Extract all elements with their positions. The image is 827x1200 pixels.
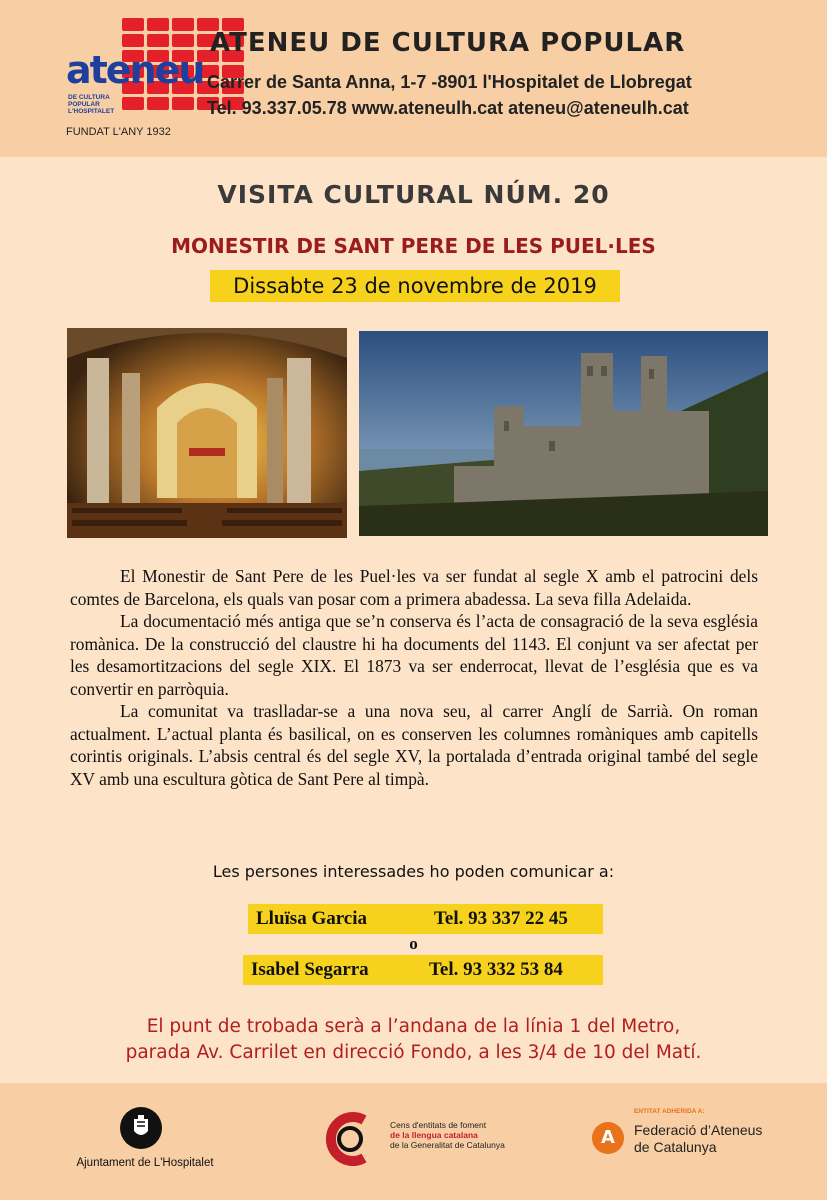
- c-ring-icon: [322, 1110, 384, 1168]
- cens-logo: [320, 1108, 540, 1168]
- org-contact: Tel. 93.337.05.78 www.ateneulh.cat ateneu@ateneulh.cat: [207, 98, 689, 118]
- contact-name: Lluïsa Garcia: [256, 908, 368, 929]
- ajuntament-label: Ajuntament de L'Hospitalet: [76, 1157, 214, 1169]
- monastery-exterior-photo: [359, 331, 768, 536]
- cens-text: Cens d'entitats de foment de la llengua catalana de la Generalitat de Catalunya: [390, 1120, 505, 1150]
- logo-wordmark: ateneu: [66, 48, 204, 92]
- interior-photo: [67, 328, 347, 538]
- ajuntament-logo: [60, 1105, 230, 1175]
- logo-subtitle: DE CULTURA POPULAR L'HOSPITALET: [68, 94, 115, 115]
- org-address: Carrer de Santa Anna, 1-7 -8901 l'Hospitalet de Llobregat: [207, 72, 692, 92]
- federacio-logo: [592, 1108, 792, 1168]
- meeting-line: parada Av. Carrilet en direcció Fondo, a les 3/4 de 10 del Matí.: [125, 1042, 702, 1063]
- org-name: ATENEU DE CULTURA POPULAR: [210, 28, 686, 58]
- ateneu-logo: [62, 18, 204, 138]
- paragraph: La comunitat va traslladar-se a una nova seu, al carrer Anglí de Sarrià. On roman actualment. L’actual planta és basilical, on es conserven les columnes romàniques amb capitells corintis originals. L’absis central és del segle XV, la portalada d’entrada original també del segle XV amb una escultura gòtica de Sant Pere al timpà.: [70, 701, 758, 789]
- contact-row: [248, 904, 603, 934]
- coat-of-arms-icon: [120, 1107, 162, 1149]
- contact-name: Isabel Segarra: [251, 959, 369, 980]
- paragraph: La documentació més antiga que se’n conserva és l’acta de consagració de la seva església romànica. De la construcció del claustre hi ha documents del 1143. El conjunt va ser afectat per les desamortitzacions del segle XIX. El 1873 va ser enderrocat, llevat de l’església que es va convertir en parròquia.: [70, 611, 758, 699]
- visit-date: Dissabte 23 de novembre de 2019: [210, 270, 620, 302]
- contact-intro: Les persones interessades ho poden comunicar a:: [212, 862, 615, 881]
- fed-small-label: ENTITAT ADHERIDA A:: [634, 1108, 705, 1115]
- federacio-a-icon: A: [592, 1122, 624, 1154]
- meeting-point: [0, 1014, 827, 1066]
- meeting-line: El punt de trobada serà a l’andana de la línia 1 del Metro,: [146, 1016, 681, 1037]
- body-text: [70, 565, 758, 790]
- contact-phone: Tel. 93 332 53 84: [429, 959, 563, 980]
- contact-phone: Tel. 93 337 22 45: [434, 908, 568, 929]
- paragraph: El Monestir de Sant Pere de les Puel·les va ser fundat al segle X amb el patrocini dels comtes de Barcelona, els quals van posar com a primera abadessa. La seva filla Adelaida.: [70, 566, 758, 609]
- fed-name: Federació d’Ateneus de Catalunya: [634, 1122, 763, 1155]
- visit-title: MONESTIR DE SANT PERE DE LES PUEL·LES: [171, 234, 656, 258]
- contact-or: o: [409, 934, 418, 953]
- contact-row: [243, 955, 603, 985]
- visit-number: VISITA CULTURAL NÚM. 20: [217, 180, 610, 209]
- logo-founded: FUNDAT L'ANY 1932: [66, 126, 171, 138]
